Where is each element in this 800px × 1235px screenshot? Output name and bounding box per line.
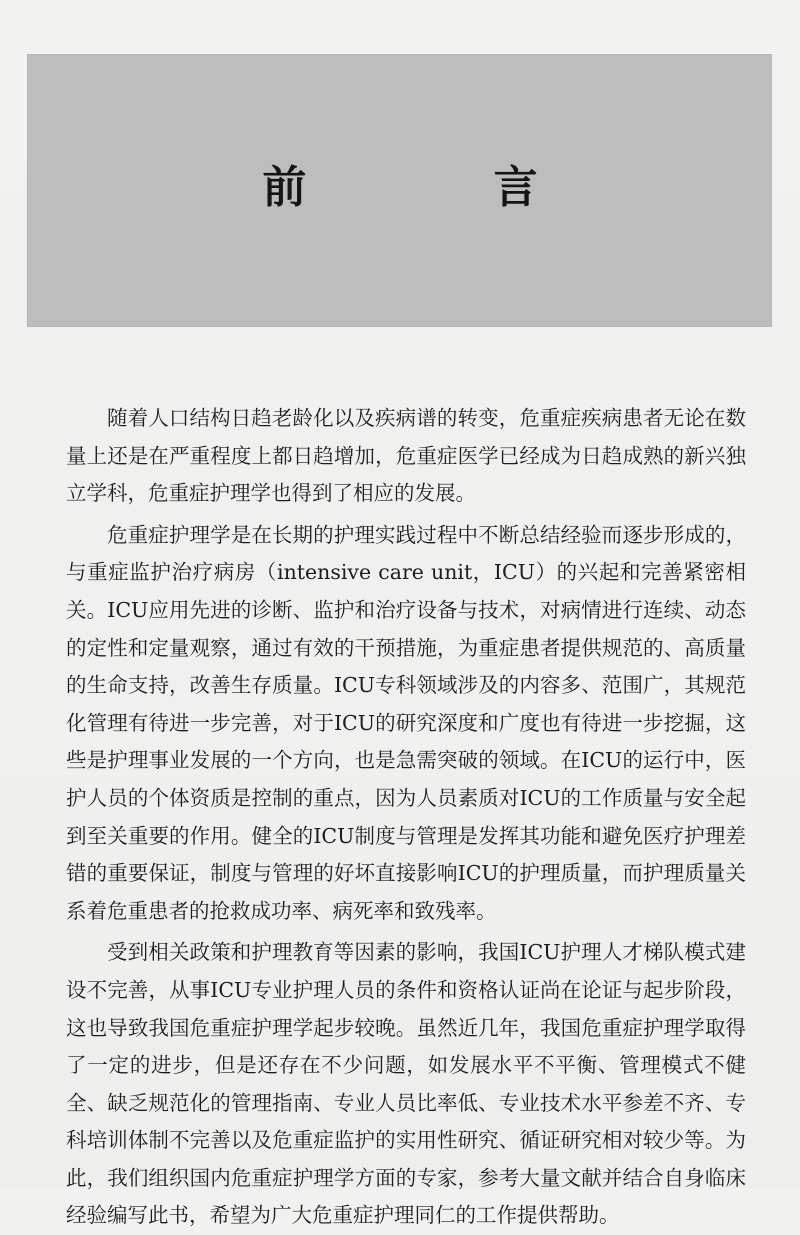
paragraph-2: 危重症护理学是在长期的护理实践过程中不断总结经验而逐步形成的，与重症监护治疗病房（intensive care unit，ICU）的兴起和完善紧密相关。ICU应用先进的诊断、监护和治疗设备与技术，对病情进行连续、动态的定性和定量观察，通过有效的干预措施，为重症患者提供规范的、高质量的生命支持，改善生存质量。ICU专科领域涉及的内容多、范围广，其规范化管理有待进一步完善，对于ICU的研究深度和广度也有待进一步挖掘，这些是护理事业发展的一个方向，也是急需突破的领域。在ICU的运行中，医护人员的个体资质是控制的重点，因为人员素质对ICU的工作质量与安全起到至关重要的作用。健全的ICU制度与管理是发挥其功能和避免医疗护理差错的重要保证，制度与管理的好坏直接影响ICU的护理质量，而护理质量关系着危重患者的抢救成功率、病死率和致残率。 — [66, 522, 746, 923]
preface-body — [66, 400, 746, 1235]
paragraph-1: 随着人口结构日趋老龄化以及疾病谱的转变，危重症疾病患者无论在数量上还是在严重程度上都日趋增加，危重症医学已经成为日趋成熟的新兴独立学科，危重症护理学也得到了相应的发展。 — [66, 406, 746, 506]
page-title: 前 言 — [262, 162, 624, 213]
paragraph-3: 受到相关政策和护理教育等因素的影响，我国ICU护理人才梯队模式建设不完善，从事ICU专业护理人员的条件和资格认证尚在论证与起步阶段，这也导致我国危重症护理学起步较晚。虽然近几年，我国危重症护理学取得了一定的进步，但是还存在不少问题，如发展水平不平衡、管理模式不健全、缺乏规范化的管理指南、专业人员比率低、专业技术水平参差不齐、专科培训体制不完善以及危重症监护的实用性研究、循证研究相对较少等。为此，我们组织国内危重症护理学方面的专家，参考大量文献并结合自身临床经验编写此书，希望为广大危重症护理同仁的工作提供帮助。 — [66, 940, 746, 1228]
